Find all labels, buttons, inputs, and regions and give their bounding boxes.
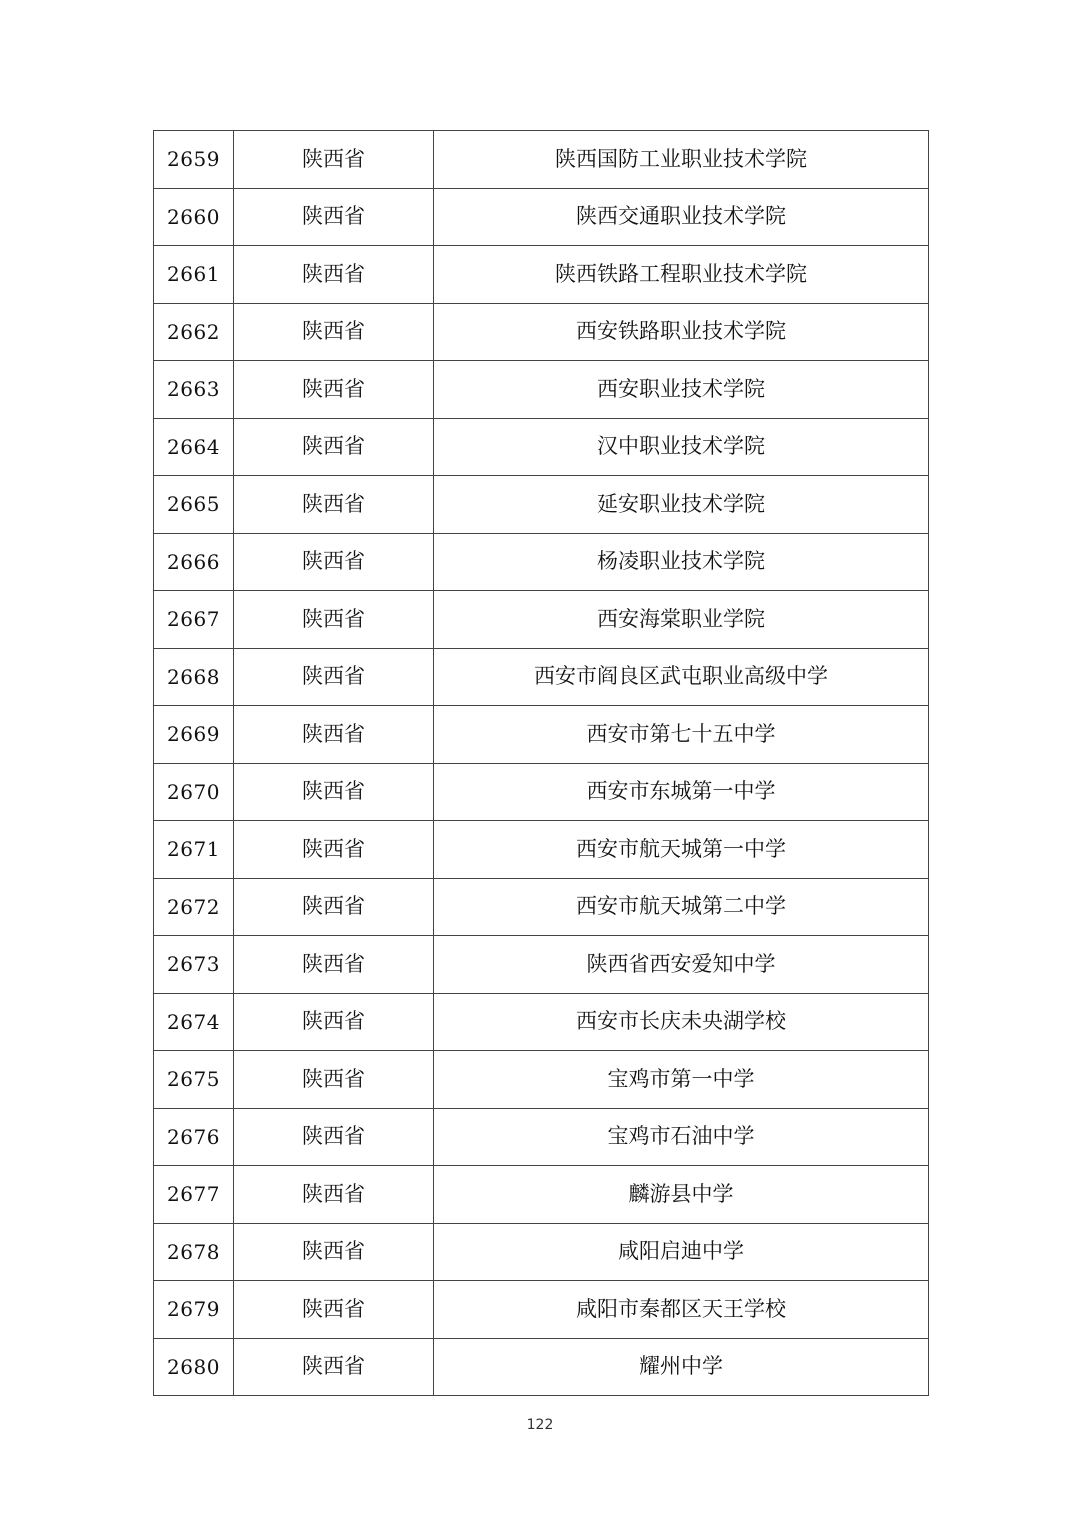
row-number: 2671 bbox=[154, 821, 234, 879]
row-number: 2664 bbox=[154, 418, 234, 476]
table-row bbox=[154, 246, 929, 304]
row-school-name: 陕西省西安爱知中学 bbox=[434, 936, 929, 994]
row-school-name: 西安市航天城第二中学 bbox=[434, 878, 929, 936]
page-number: 122 bbox=[526, 1417, 554, 1433]
table-row bbox=[154, 878, 929, 936]
row-number: 2675 bbox=[154, 1051, 234, 1109]
table-row bbox=[154, 131, 929, 189]
row-province: 陕西省 bbox=[234, 303, 434, 361]
table-row bbox=[154, 533, 929, 591]
row-province: 陕西省 bbox=[234, 706, 434, 764]
table-row bbox=[154, 591, 929, 649]
row-school-name: 陕西铁路工程职业技术学院 bbox=[434, 246, 929, 304]
row-province: 陕西省 bbox=[234, 533, 434, 591]
row-school-name: 宝鸡市石油中学 bbox=[434, 1108, 929, 1166]
table-row bbox=[154, 1338, 929, 1396]
table-row bbox=[154, 1281, 929, 1339]
row-province: 陕西省 bbox=[234, 131, 434, 189]
row-number: 2677 bbox=[154, 1166, 234, 1224]
table-row bbox=[154, 361, 929, 419]
row-province: 陕西省 bbox=[234, 361, 434, 419]
row-number: 2673 bbox=[154, 936, 234, 994]
row-number: 2659 bbox=[154, 131, 234, 189]
row-school-name: 延安职业技术学院 bbox=[434, 476, 929, 534]
row-province: 陕西省 bbox=[234, 1051, 434, 1109]
table-row bbox=[154, 303, 929, 361]
table-row bbox=[154, 706, 929, 764]
table-row bbox=[154, 648, 929, 706]
school-list-table bbox=[153, 130, 929, 1396]
row-school-name: 宝鸡市第一中学 bbox=[434, 1051, 929, 1109]
row-number: 2670 bbox=[154, 763, 234, 821]
row-province: 陕西省 bbox=[234, 1166, 434, 1224]
row-school-name: 西安市阎良区武屯职业高级中学 bbox=[434, 648, 929, 706]
row-number: 2674 bbox=[154, 993, 234, 1051]
row-school-name: 陕西国防工业职业技术学院 bbox=[434, 131, 929, 189]
row-school-name: 西安市长庆未央湖学校 bbox=[434, 993, 929, 1051]
row-school-name: 西安海棠职业学院 bbox=[434, 591, 929, 649]
table-row bbox=[154, 1051, 929, 1109]
school-list-table-container bbox=[153, 130, 928, 1396]
table-row bbox=[154, 1223, 929, 1281]
row-province: 陕西省 bbox=[234, 821, 434, 879]
row-school-name: 西安市东城第一中学 bbox=[434, 763, 929, 821]
row-province: 陕西省 bbox=[234, 476, 434, 534]
table-row bbox=[154, 1166, 929, 1224]
table-row bbox=[154, 763, 929, 821]
table-row bbox=[154, 936, 929, 994]
row-school-name: 耀州中学 bbox=[434, 1338, 929, 1396]
row-number: 2668 bbox=[154, 648, 234, 706]
row-province: 陕西省 bbox=[234, 763, 434, 821]
row-province: 陕西省 bbox=[234, 418, 434, 476]
row-number: 2662 bbox=[154, 303, 234, 361]
row-province: 陕西省 bbox=[234, 1338, 434, 1396]
row-number: 2680 bbox=[154, 1338, 234, 1396]
row-number: 2678 bbox=[154, 1223, 234, 1281]
table-row bbox=[154, 476, 929, 534]
row-number: 2667 bbox=[154, 591, 234, 649]
table-row bbox=[154, 821, 929, 879]
row-province: 陕西省 bbox=[234, 1223, 434, 1281]
table-row bbox=[154, 188, 929, 246]
row-province: 陕西省 bbox=[234, 993, 434, 1051]
table-row bbox=[154, 418, 929, 476]
row-province: 陕西省 bbox=[234, 591, 434, 649]
row-number: 2665 bbox=[154, 476, 234, 534]
row-province: 陕西省 bbox=[234, 246, 434, 304]
row-school-name: 西安铁路职业技术学院 bbox=[434, 303, 929, 361]
row-school-name: 杨凌职业技术学院 bbox=[434, 533, 929, 591]
row-school-name: 陕西交通职业技术学院 bbox=[434, 188, 929, 246]
row-school-name: 西安市第七十五中学 bbox=[434, 706, 929, 764]
row-school-name: 咸阳启迪中学 bbox=[434, 1223, 929, 1281]
row-province: 陕西省 bbox=[234, 936, 434, 994]
row-school-name: 麟游县中学 bbox=[434, 1166, 929, 1224]
row-number: 2669 bbox=[154, 706, 234, 764]
row-province: 陕西省 bbox=[234, 648, 434, 706]
table-row bbox=[154, 993, 929, 1051]
row-school-name: 汉中职业技术学院 bbox=[434, 418, 929, 476]
row-number: 2676 bbox=[154, 1108, 234, 1166]
row-province: 陕西省 bbox=[234, 1281, 434, 1339]
row-province: 陕西省 bbox=[234, 188, 434, 246]
row-number: 2660 bbox=[154, 188, 234, 246]
row-province: 陕西省 bbox=[234, 878, 434, 936]
row-province: 陕西省 bbox=[234, 1108, 434, 1166]
row-school-name: 咸阳市秦都区天王学校 bbox=[434, 1281, 929, 1339]
row-number: 2672 bbox=[154, 878, 234, 936]
row-number: 2679 bbox=[154, 1281, 234, 1339]
row-number: 2663 bbox=[154, 361, 234, 419]
row-number: 2666 bbox=[154, 533, 234, 591]
row-school-name: 西安市航天城第一中学 bbox=[434, 821, 929, 879]
row-school-name: 西安职业技术学院 bbox=[434, 361, 929, 419]
row-number: 2661 bbox=[154, 246, 234, 304]
table-row bbox=[154, 1108, 929, 1166]
